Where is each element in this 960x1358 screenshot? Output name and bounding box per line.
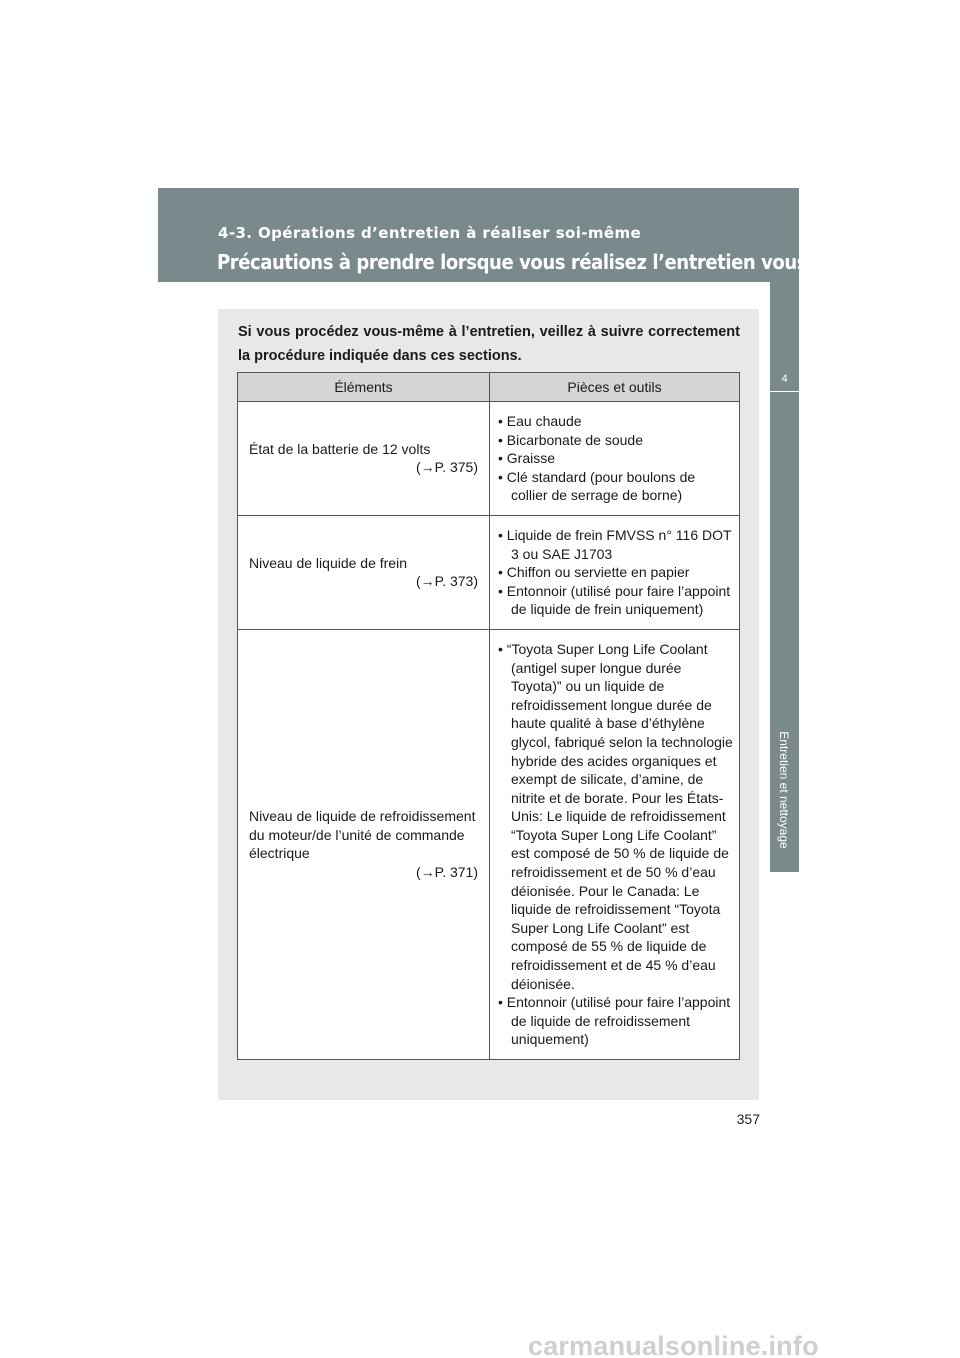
parts-list (498, 526, 733, 619)
table-row (238, 629, 740, 1059)
header-items: Éléments (238, 373, 490, 402)
item-label: Niveau de liquide de refroidissement du moteur/de l’unité de commande électrique (249, 808, 476, 862)
parts-list (498, 640, 733, 1049)
item-label: Niveau de liquide de frein (249, 554, 407, 571)
watermark-logo: carmanualsonline.info (528, 1331, 819, 1358)
maintenance-table (237, 372, 740, 1060)
page-reference-link[interactable]: (→P. 371) (416, 864, 478, 881)
list-item: • Eau chaude (498, 413, 582, 429)
page-title: Précautions à prendre lorsque vous réalisez l’entretien vous-même (217, 250, 875, 274)
list-item: • “Toyota Super Long Life Coolant (antigel super longue durée Toyota)” ou un liquide de refroidissement longue durée de haute qualité à base d’éthylène glycol, fabriqué selon la technologie hybride des acides organiques et exempt de silicate, d’amine, de nitrite et de borate. Pour les États-Unis: Le liquide de refroidissement “Toyota Super Long Life Coolant” est composé de 50 % de liquide de refroidissement et de 50 % d’eau déionisée. Pour le Canada: Le liquide de refroidissement “Toyota Super Long Life Coolant” est composé de 55 % de liquide de refroidissement et de 45 % d’eau déionisée. (498, 640, 733, 992)
list-item: • Entonnoir (utilisé pour faire l’appoint de liquide de frein uniquement) (498, 582, 731, 618)
list-item: • Chiffon ou serviette en papier (498, 564, 690, 581)
chapter-number: 4 (781, 373, 788, 385)
table-row (238, 515, 740, 629)
list-item: • Entonnoir (utilisé pour faire l’appoint de liquide de refroidissement uniquement) (498, 994, 731, 1048)
list-item: • Bicarbonate de soude (498, 431, 644, 448)
table-header-row (238, 373, 740, 402)
page-reference-link[interactable]: (→P. 375) (416, 459, 478, 476)
page-number: 357 (736, 1111, 760, 1127)
list-item: • Clé standard (pour boulons de collier de serrage de borne) (498, 468, 696, 504)
parts-cell (490, 402, 740, 516)
page-reference-link[interactable]: (→P. 373) (416, 573, 478, 590)
parts-cell (490, 515, 740, 629)
parts-cell (490, 629, 740, 1059)
header-parts-tools: Pièces et outils (490, 373, 740, 402)
chapter-label: Entretien et nettoyage (777, 731, 791, 849)
intro-text: Si vous procédez vous-même à l’entretien, veillez à suivre correctement la procédure indiquée dans ces sections. (238, 324, 740, 364)
item-label: État de la batterie de 12 volts (249, 440, 431, 457)
section-label: 4-3. Opérations d’entretien à réaliser soi-même (218, 224, 642, 242)
table-row (238, 402, 740, 516)
list-item: • Liquide de frein FMVSS n° 116 DOT 3 ou SAE J1703 (498, 526, 732, 562)
item-cell (238, 515, 490, 629)
item-cell (238, 402, 490, 516)
parts-list (498, 412, 733, 505)
item-cell (238, 629, 490, 1059)
list-item: • Graisse (498, 450, 556, 467)
chapter-tab-divider (770, 391, 799, 392)
